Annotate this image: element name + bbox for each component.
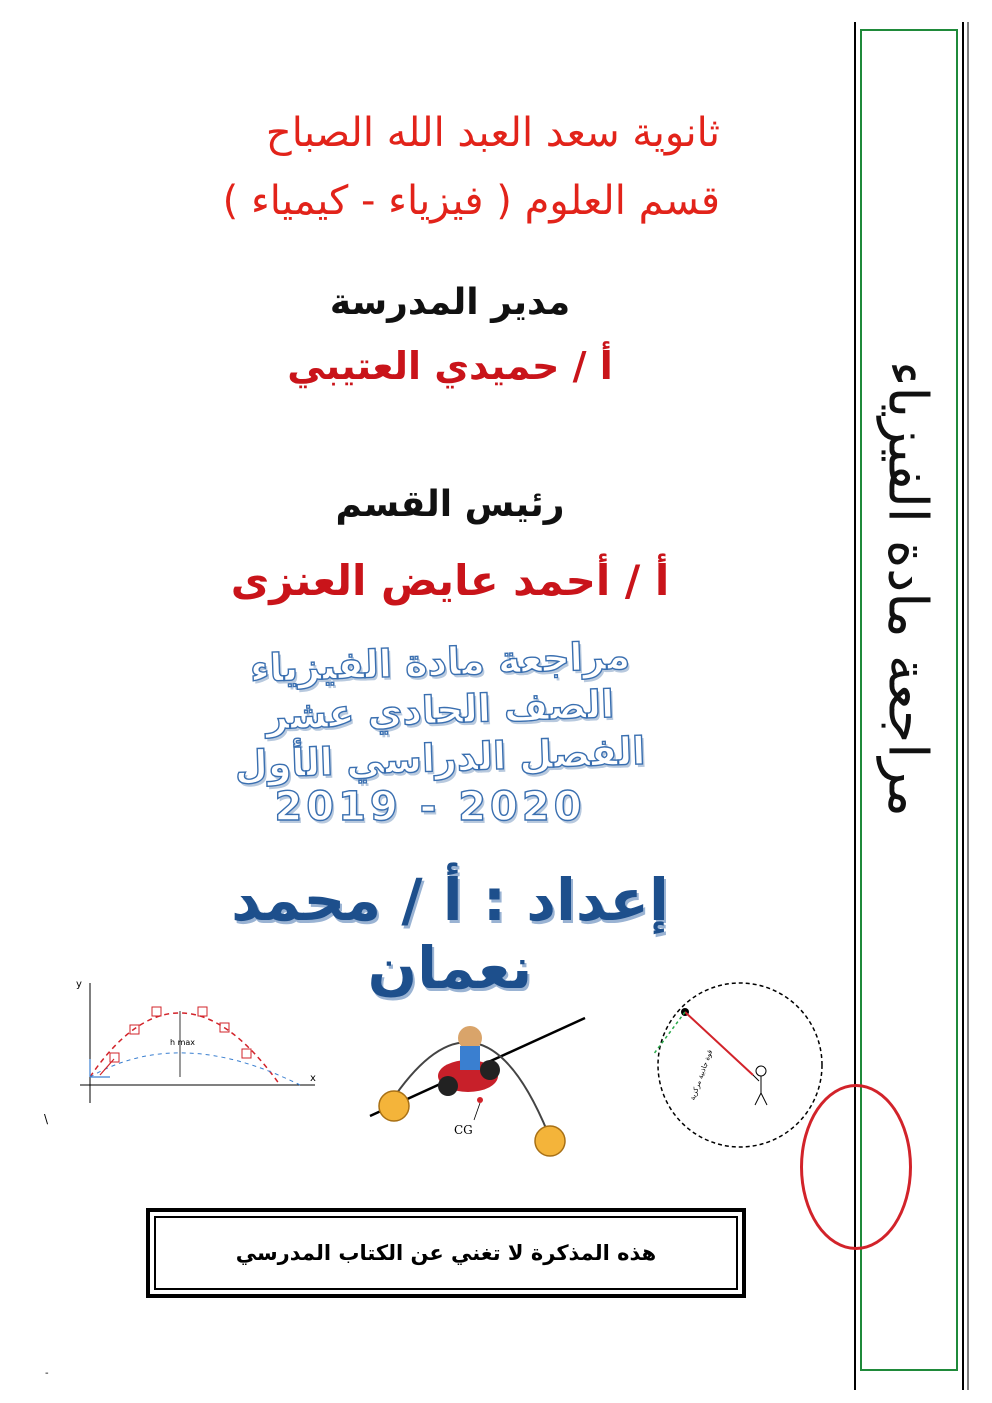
side-title-text: مراجعة مادة الفيزياء xyxy=(876,361,940,817)
review-title-line1: مراجعة مادة الفيزياء xyxy=(249,633,631,691)
department-line: قسم العلوم ( فيزياء - كيمياء ) xyxy=(222,178,720,224)
review-year: 2019 - 2020 xyxy=(274,784,586,830)
school-name: ثانوية سعد العبد الله الصباح xyxy=(265,110,720,156)
department-head-name: أ / أحمد عايض العنزى xyxy=(230,556,670,605)
note-inner-frame xyxy=(154,1216,738,1290)
principal-title: مدير المدرسة xyxy=(329,282,571,323)
side-title xyxy=(848,294,968,884)
note-text: هذه المذكرة لا تغني عن الكتاب المدرسي xyxy=(235,1241,657,1265)
centripetal-force-label: قوة جاذبية مركزية xyxy=(688,1048,715,1102)
note-box xyxy=(146,1208,746,1298)
author-credit: إعداد : أ / محمد نعمان xyxy=(231,866,669,1002)
small-mark: \ xyxy=(44,1112,49,1126)
circular-motion-figure xyxy=(635,975,825,1155)
principal-name: أ / حميدي العتيبي xyxy=(287,344,613,388)
hmax-label: h max xyxy=(170,1038,196,1047)
department-head-title: رئيس القسم xyxy=(335,484,565,525)
motorcycle-cg-figure xyxy=(360,1008,598,1160)
projectile-diagram xyxy=(70,975,320,1110)
review-title-line2: الصف الحادي عشر xyxy=(265,681,615,739)
x-axis-label: x xyxy=(310,1073,316,1084)
y-axis-label: y xyxy=(76,979,82,990)
page-mark: - xyxy=(45,1368,49,1379)
review-title-line3: الفصل الدراسي الأول xyxy=(234,728,646,788)
cg-label: CG xyxy=(454,1123,473,1137)
